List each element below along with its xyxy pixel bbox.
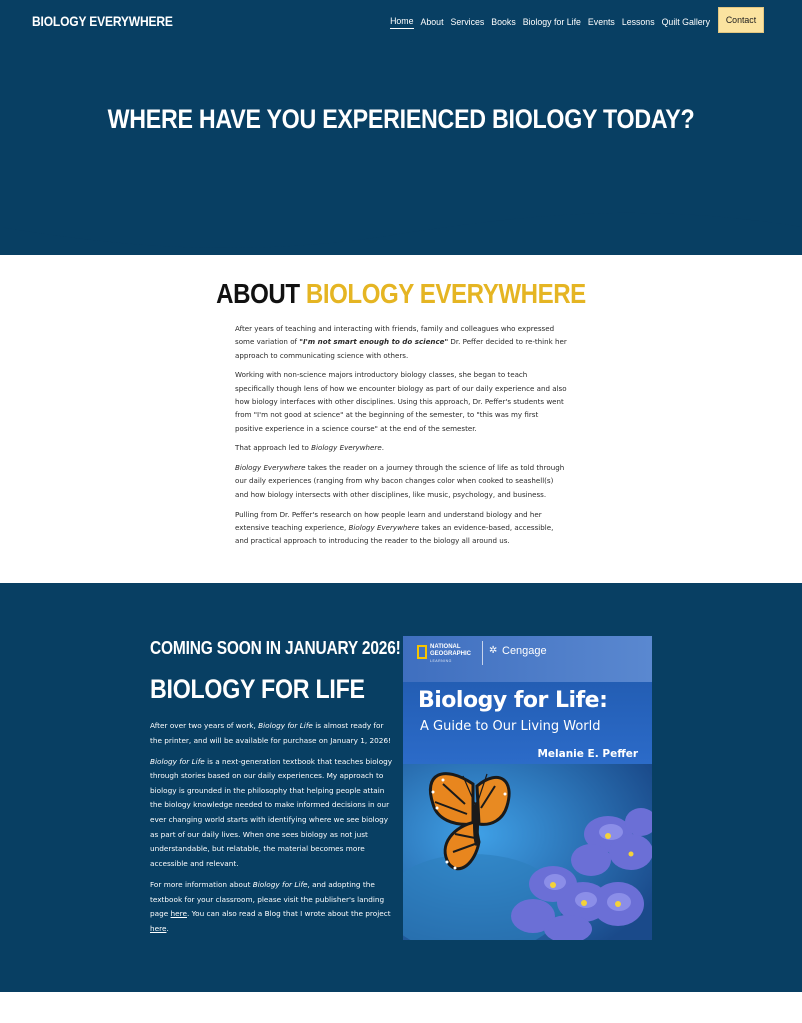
about-heading (56, 278, 746, 310)
book-section (0, 583, 802, 992)
about-paragraph-4: Biology Everywhere takes the reader on a journey through the science of life as told through our daily experiences (ranging from why bacon changes color when cooked to seashell(s) and how biology intersects with other disciplines, like music, psychology, and business. (235, 463, 565, 499)
hero-wave-divider (0, 195, 802, 257)
blog-link[interactable]: here (150, 923, 167, 933)
about-paragraph-2: Working with non-science majors introductory biology classes, she began to teach specifically though lens of how we encounter biology as part of our daily experience and also how biology interfaces with other disciplines. Using this approach, Dr. Peffer's students went from "I'm not good at science" at the beginning of the semester, to "this was my first positive experience in a science course" at the end of the semester. (235, 370, 567, 433)
book-body (150, 719, 396, 943)
nav-services[interactable]: Services (450, 16, 485, 27)
about-paragraph-3: That approach led to Biology Everywhere. (235, 443, 384, 453)
book-paragraph-1: After over two years of work, Biology for Life is almost ready for the printer, and will be available for purchase on January 1, 2026! (150, 721, 392, 745)
nav-lessons[interactable]: Lessons (621, 16, 655, 27)
publisher-page-link[interactable]: here (170, 909, 187, 919)
site-brand[interactable]: BIOLOGY EVERYWHERE (32, 13, 173, 29)
cover-ng-sub: LEARNING (430, 659, 452, 663)
nav-home[interactable]: Home (390, 14, 413, 29)
coming-soon-heading: COMING SOON IN JANUARY 2026! (150, 638, 401, 658)
nav-quilt-gallery[interactable]: Quilt Gallery (661, 16, 710, 27)
book-title: BIOLOGY FOR LIFE (150, 674, 365, 704)
book-paragraph-3: For more information about Biology for Life, and adopting the textbook for your classroom, please visit the publisher's landing page here. You can also read a Blog that I wrote about the project here. (150, 879, 391, 933)
nav-biology-for-life[interactable]: Biology for Life (522, 16, 581, 27)
butterfly-and-flowers-illustration (403, 764, 652, 940)
cover-title: Biology for Life: (418, 688, 608, 713)
about-heading-accent: BIOLOGY EVERYWHERE (305, 278, 586, 309)
hero-title: WHERE HAVE YOU EXPERIENCED BIOLOGY TODAY? (107, 104, 695, 134)
nav-books[interactable]: Books (491, 16, 516, 27)
cover-subtitle: A Guide to Our Living World (420, 719, 601, 734)
cover-publisher-name: Cengage (502, 645, 547, 657)
cover-ng-wordmark: NATIONAL GEOGRAPHIC (430, 644, 472, 657)
book-cover-image (403, 636, 652, 940)
contact-button[interactable]: Contact (718, 7, 764, 33)
cover-divider (482, 641, 483, 665)
nav-events[interactable]: Events (587, 16, 615, 27)
about-paragraph-5: Pulling from Dr. Peffer's research on how people learn and understand biology and her extensive teaching experience, Biology Everywhere takes an evidence-based, accessible, and practical approach to introducing the reader to the biology all around us. (235, 509, 554, 546)
about-paragraph-1: After years of teaching and interacting with friends, family and colleagues who expressed some variation of "I'm not smart enough to do science" Dr. Peffer decided to re-think her approach to communicating science with others. (235, 324, 567, 360)
about-body (235, 322, 567, 554)
cover-author: Melanie E. Peffer (537, 748, 638, 760)
about-heading-prefix: ABOUT (216, 278, 300, 309)
book-paragraph-2: Biology for Life is a next-generation textbook that teaches biology through stories based on our daily experiences. My approach to biology is grounded in the philosophy that helping people attain the biology knowledge needed to make informed decisions in our ever changing world starts with identifying where we see biology as part of our daily lives. When one sees biology as not just understandable, but relatable, the material becomes more accessible and relevant. (150, 756, 393, 868)
cengage-logo-icon: ✲ (489, 645, 498, 656)
nav-about[interactable]: About (420, 16, 444, 27)
national-geographic-logo-icon (417, 645, 427, 659)
main-nav (383, 14, 710, 29)
